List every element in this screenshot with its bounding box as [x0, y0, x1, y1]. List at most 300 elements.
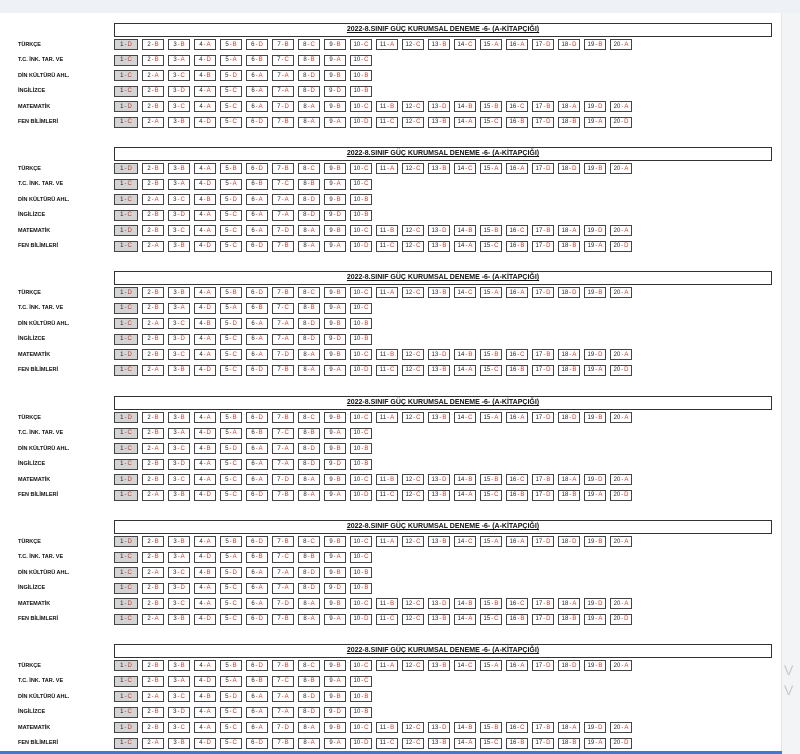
answer-cell: 5 - A — [220, 676, 242, 687]
answer-cell: 9 - B — [324, 287, 346, 298]
answer-cell: 14 - A — [454, 614, 476, 625]
answer-cell: 6 - D — [246, 614, 268, 625]
answer-cell: 15 - C — [480, 241, 502, 252]
answer-cell: 4 - A — [194, 39, 216, 50]
answer-cell: 8 - A — [298, 241, 320, 252]
answer-cell: 18 - D — [558, 39, 580, 50]
answer-cell: 4 - B — [194, 194, 216, 205]
subject-row — [14, 37, 774, 53]
answer-cell: 18 - A — [558, 225, 580, 236]
subject-label: İNGİLİZCE — [18, 88, 46, 95]
subject-label: İNGİLİZCE — [18, 461, 46, 468]
answer-cells — [114, 208, 376, 224]
answer-cell: 18 - B — [558, 365, 580, 376]
answer-cell: 3 - D — [168, 707, 190, 718]
answer-cell: 2 - B — [142, 287, 164, 298]
answer-cell: 9 - B — [324, 691, 346, 702]
answer-cell: 9 - B — [324, 722, 346, 733]
answer-cell: 19 - D — [584, 101, 606, 112]
answer-cell: 17 - B — [532, 101, 554, 112]
subject-label: DİN KÜLTÜRÜ AHL. — [18, 445, 70, 452]
answer-cell: 13 - D — [428, 598, 450, 609]
answer-cell: 18 - B — [558, 117, 580, 128]
answer-cell: 10 - D — [350, 738, 372, 749]
answer-cell: 5 - C — [220, 614, 242, 625]
answer-cell: 8 - D — [298, 583, 320, 594]
subject-label: MATEMATİK — [18, 724, 51, 731]
answer-cell: 20 - D — [610, 241, 632, 252]
answer-cell: 4 - D — [194, 738, 216, 749]
answer-cell: 16 - B — [506, 241, 528, 252]
answer-cell: 10 - B — [350, 707, 372, 718]
answer-cell: 2 - A — [142, 365, 164, 376]
answer-cell: 17 - D — [532, 117, 554, 128]
answer-cell: 12 - C — [402, 225, 424, 236]
answer-cell: 8 - B — [298, 303, 320, 314]
answer-cell: 12 - C — [402, 598, 424, 609]
answer-cell: 6 - D — [246, 660, 268, 671]
answer-cell: 13 - B — [428, 738, 450, 749]
answer-cell: 17 - D — [532, 738, 554, 749]
answer-cell: 16 - B — [506, 490, 528, 501]
answer-cell: 8 - A — [298, 225, 320, 236]
answer-cell: 2 - A — [142, 241, 164, 252]
answer-cell: 10 - C — [350, 412, 372, 423]
answer-cells — [114, 332, 376, 348]
subject-label: DİN KÜLTÜRÜ AHL. — [18, 693, 70, 700]
answer-cell: 5 - C — [220, 334, 242, 345]
answer-cell: 14 - B — [454, 349, 476, 360]
answer-cell: 4 - D — [194, 552, 216, 563]
answer-cell: 19 - A — [584, 738, 606, 749]
answer-cell: 9 - A — [324, 552, 346, 563]
answer-cell: 9 - A — [324, 303, 346, 314]
answer-cell: 5 - A — [220, 552, 242, 563]
answer-cell: 10 - C — [350, 552, 372, 563]
answer-cells — [114, 550, 376, 566]
answer-cells — [114, 658, 636, 674]
answer-cell: 11 - C — [376, 614, 398, 625]
answer-cell: 6 - A — [246, 567, 268, 578]
answer-cell: 13 - B — [428, 365, 450, 376]
answer-cell: 19 - B — [584, 660, 606, 671]
subject-label: DİN KÜLTÜRÜ AHL. — [18, 320, 70, 327]
answer-cell: 10 - C — [350, 474, 372, 485]
answer-cell: 16 - A — [506, 536, 528, 547]
subject-row — [14, 581, 774, 597]
answer-cell: 8 - D — [298, 443, 320, 454]
answer-cell: 18 - A — [558, 598, 580, 609]
answer-cell: 3 - A — [168, 55, 190, 66]
answer-cell: 11 - C — [376, 241, 398, 252]
answer-cell: 9 - B — [324, 412, 346, 423]
answer-cell: 10 - C — [350, 349, 372, 360]
answer-cell: 2 - B — [142, 303, 164, 314]
answer-cell: 4 - A — [194, 210, 216, 221]
answer-cells — [114, 177, 376, 193]
answer-cell: 2 - B — [142, 225, 164, 236]
answer-cells — [114, 705, 376, 721]
answer-cell: 13 - B — [428, 490, 450, 501]
answer-cell: 2 - B — [142, 598, 164, 609]
answer-cell: 1 - D — [114, 163, 138, 174]
watermark-line: V — [784, 682, 794, 698]
answer-cell: 13 - D — [428, 225, 450, 236]
answer-cell: 2 - A — [142, 738, 164, 749]
answer-cell: 5 - C — [220, 598, 242, 609]
subject-row — [14, 316, 774, 332]
answer-cells — [114, 565, 376, 581]
answer-cell: 8 - C — [298, 536, 320, 547]
answer-cell: 15 - A — [480, 660, 502, 671]
answer-key-title: 2022-8.SINIF GÜÇ KURUMSAL DENEME -6- (A-KİTAPÇIĞI) — [114, 271, 772, 285]
answer-cell: 12 - C — [402, 474, 424, 485]
subject-row — [14, 612, 774, 628]
answer-cell: 4 - A — [194, 660, 216, 671]
answer-cell: 5 - A — [220, 428, 242, 439]
subject-row — [14, 84, 774, 100]
answer-cell: 9 - A — [324, 676, 346, 687]
subject-label: FEN BİLİMLERİ — [18, 492, 59, 499]
answer-cell: 18 - A — [558, 722, 580, 733]
subject-row — [14, 161, 774, 177]
answer-cell: 3 - C — [168, 598, 190, 609]
answer-cell: 4 - A — [194, 459, 216, 470]
answer-cell: 16 - C — [506, 474, 528, 485]
answer-cell: 16 - A — [506, 660, 528, 671]
answer-cell: 2 - A — [142, 490, 164, 501]
answer-cell: 9 - B — [324, 163, 346, 174]
answer-cell: 12 - C — [402, 349, 424, 360]
answer-cell: 6 - A — [246, 583, 268, 594]
answer-cell: 18 - D — [558, 536, 580, 547]
answer-cell: 11 - C — [376, 738, 398, 749]
answer-cell: 16 - C — [506, 101, 528, 112]
answer-cell: 5 - C — [220, 459, 242, 470]
answer-cell: 14 - C — [454, 660, 476, 671]
answer-cell: 18 - A — [558, 474, 580, 485]
answer-cell: 7 - C — [272, 303, 294, 314]
answer-cell: 20 - D — [610, 738, 632, 749]
subject-label: FEN BİLİMLERİ — [18, 616, 59, 623]
answer-cell: 15 - A — [480, 412, 502, 423]
answer-cell: 1 - C — [114, 707, 138, 718]
answer-cells — [114, 161, 636, 177]
answer-cell: 20 - A — [610, 598, 632, 609]
answer-cell: 7 - B — [272, 490, 294, 501]
answer-cell: 4 - B — [194, 443, 216, 454]
answer-cell: 3 - B — [168, 490, 190, 501]
answer-cell: 16 - B — [506, 614, 528, 625]
answer-cell: 3 - B — [168, 365, 190, 376]
answer-cell: 10 - B — [350, 334, 372, 345]
answer-cell: 11 - A — [376, 39, 398, 50]
answer-cell: 7 - A — [272, 583, 294, 594]
answer-cell: 8 - D — [298, 318, 320, 329]
answer-cell: 7 - D — [272, 101, 294, 112]
answer-cell: 1 - D — [114, 598, 138, 609]
subject-label: T.C. İNK. TAR. VE — [18, 181, 64, 188]
document-page[interactable] — [0, 13, 782, 754]
answer-cell: 5 - C — [220, 210, 242, 221]
answer-cell: 8 - D — [298, 567, 320, 578]
subject-label: TÜRKÇE — [18, 289, 41, 296]
answer-cell: 9 - A — [324, 179, 346, 190]
answer-cell: 3 - B — [168, 39, 190, 50]
answer-cell: 5 - B — [220, 163, 242, 174]
answer-cell: 7 - B — [272, 536, 294, 547]
answer-cell: 8 - A — [298, 614, 320, 625]
vertical-scrollbar[interactable] — [781, 13, 800, 754]
answer-cell: 7 - C — [272, 55, 294, 66]
answer-cell: 1 - C — [114, 334, 138, 345]
answer-cell: 10 - B — [350, 194, 372, 205]
answer-cell: 1 - C — [114, 210, 138, 221]
answer-cell: 7 - B — [272, 660, 294, 671]
subject-label: İNGİLİZCE — [18, 336, 46, 343]
answer-cell: 19 - B — [584, 287, 606, 298]
subject-label: TÜRKÇE — [18, 165, 41, 172]
answer-cell: 13 - B — [428, 287, 450, 298]
answer-cell: 2 - B — [142, 660, 164, 671]
answer-cell: 11 - B — [376, 598, 398, 609]
answer-cell: 12 - C — [402, 536, 424, 547]
answer-cell: 20 - D — [610, 614, 632, 625]
answer-cell: 1 - C — [114, 443, 138, 454]
answer-cell: 8 - C — [298, 163, 320, 174]
answer-cell: 6 - B — [246, 676, 268, 687]
subject-label: TÜRKÇE — [18, 662, 41, 669]
answer-cell: 15 - B — [480, 722, 502, 733]
answer-cell: 19 - A — [584, 117, 606, 128]
answer-cell: 8 - B — [298, 552, 320, 563]
answer-cell: 11 - B — [376, 474, 398, 485]
answer-cell: 9 - D — [324, 210, 346, 221]
answer-cell: 10 - C — [350, 303, 372, 314]
answer-cell: 1 - D — [114, 287, 138, 298]
answer-cell: 13 - B — [428, 412, 450, 423]
answer-cell: 4 - A — [194, 101, 216, 112]
answer-cell: 5 - C — [220, 722, 242, 733]
answer-cell: 6 - D — [246, 490, 268, 501]
subject-row — [14, 550, 774, 566]
answer-cell: 6 - A — [246, 70, 268, 81]
answer-cell: 7 - B — [272, 241, 294, 252]
answer-cells — [114, 239, 636, 255]
answer-cell: 17 - D — [532, 614, 554, 625]
subject-label: T.C. İNK. TAR. VE — [18, 305, 64, 312]
subject-row — [14, 53, 774, 69]
answer-cell: 7 - A — [272, 210, 294, 221]
answer-cells — [114, 472, 636, 488]
answer-cell: 17 - D — [532, 536, 554, 547]
answer-key-title: 2022-8.SINIF GÜÇ KURUMSAL DENEME -6- (A-KİTAPÇIĞI) — [114, 147, 772, 161]
answer-cell: 2 - A — [142, 443, 164, 454]
answer-cell: 1 - D — [114, 412, 138, 423]
answer-cell: 14 - A — [454, 738, 476, 749]
answer-cells — [114, 363, 636, 379]
subject-row — [14, 705, 774, 721]
answer-cell: 20 - A — [610, 225, 632, 236]
answer-cell: 1 - D — [114, 722, 138, 733]
answer-cell: 4 - A — [194, 722, 216, 733]
answer-cell: 5 - B — [220, 660, 242, 671]
answer-cell: 2 - B — [142, 428, 164, 439]
answer-cell: 17 - D — [532, 287, 554, 298]
answer-cell: 11 - B — [376, 722, 398, 733]
subject-label: MATEMATİK — [18, 103, 51, 110]
answer-cell: 5 - D — [220, 443, 242, 454]
subject-row — [14, 457, 774, 473]
subject-row — [14, 208, 774, 224]
answer-cell: 19 - D — [584, 349, 606, 360]
answer-cell: 18 - D — [558, 287, 580, 298]
answer-cells — [114, 488, 636, 504]
subject-row — [14, 301, 774, 317]
answer-cell: 4 - B — [194, 318, 216, 329]
answer-cell: 8 - A — [298, 101, 320, 112]
answer-cells — [114, 192, 376, 208]
answer-cell: 7 - A — [272, 334, 294, 345]
answer-cell: 1 - C — [114, 86, 138, 97]
answer-cell: 19 - D — [584, 722, 606, 733]
subject-label: MATEMATİK — [18, 351, 51, 358]
answer-cell: 10 - C — [350, 39, 372, 50]
answer-cell: 7 - B — [272, 39, 294, 50]
answer-cell: 17 - D — [532, 241, 554, 252]
answer-cells — [114, 285, 636, 301]
answer-cell: 14 - C — [454, 39, 476, 50]
answer-cell: 19 - A — [584, 490, 606, 501]
answer-cell: 9 - D — [324, 583, 346, 594]
answer-cell: 2 - A — [142, 691, 164, 702]
answer-cell: 2 - B — [142, 55, 164, 66]
answer-cell: 11 - A — [376, 163, 398, 174]
subject-label: TÜRKÇE — [18, 414, 41, 421]
answer-cell: 4 - D — [194, 490, 216, 501]
answer-cell: 4 - B — [194, 567, 216, 578]
answer-cell: 2 - B — [142, 676, 164, 687]
answer-cell: 10 - B — [350, 459, 372, 470]
answer-cell: 17 - D — [532, 365, 554, 376]
answer-cells — [114, 426, 376, 442]
answer-cell: 13 - B — [428, 536, 450, 547]
answer-cell: 18 - D — [558, 660, 580, 671]
answer-cell: 2 - B — [142, 210, 164, 221]
subject-row — [14, 223, 774, 239]
answer-cell: 14 - C — [454, 287, 476, 298]
answer-cell: 1 - D — [114, 474, 138, 485]
answer-cell: 19 - B — [584, 536, 606, 547]
answer-cell: 1 - C — [114, 459, 138, 470]
answer-cell: 3 - D — [168, 334, 190, 345]
subject-row — [14, 347, 774, 363]
subject-label: DİN KÜLTÜRÜ AHL. — [18, 196, 70, 203]
answer-cell: 20 - A — [610, 412, 632, 423]
answer-cell: 2 - A — [142, 614, 164, 625]
answer-cell: 13 - D — [428, 722, 450, 733]
answer-cell: 1 - D — [114, 101, 138, 112]
answer-cell: 1 - D — [114, 536, 138, 547]
answer-cell: 20 - A — [610, 349, 632, 360]
answer-cell: 1 - C — [114, 676, 138, 687]
answer-cell: 7 - B — [272, 412, 294, 423]
answer-cell: 3 - A — [168, 676, 190, 687]
answer-cell: 1 - C — [114, 241, 138, 252]
answer-cell: 5 - A — [220, 55, 242, 66]
answer-cell: 5 - C — [220, 101, 242, 112]
answer-cell: 18 - A — [558, 349, 580, 360]
answer-cell: 3 - B — [168, 117, 190, 128]
answer-cell: 7 - A — [272, 459, 294, 470]
answer-cell: 4 - A — [194, 334, 216, 345]
answer-cell: 8 - D — [298, 691, 320, 702]
answer-cell: 14 - B — [454, 474, 476, 485]
answer-cell: 3 - B — [168, 738, 190, 749]
answer-cell: 17 - B — [532, 474, 554, 485]
answer-cell: 8 - B — [298, 428, 320, 439]
subject-label: T.C. İNK. TAR. VE — [18, 57, 64, 64]
answer-cell: 9 - D — [324, 86, 346, 97]
answer-cell: 10 - D — [350, 117, 372, 128]
answer-cell: 16 - A — [506, 287, 528, 298]
answer-cells — [114, 736, 636, 752]
answer-cell: 4 - A — [194, 583, 216, 594]
answer-cell: 13 - D — [428, 101, 450, 112]
answer-cell: 19 - A — [584, 365, 606, 376]
subject-label: MATEMATİK — [18, 600, 51, 607]
answer-cell: 5 - B — [220, 536, 242, 547]
answer-cell: 10 - C — [350, 179, 372, 190]
answer-cell: 5 - D — [220, 567, 242, 578]
answer-cell: 16 - C — [506, 722, 528, 733]
answer-cell: 11 - A — [376, 660, 398, 671]
answer-cell: 11 - C — [376, 117, 398, 128]
answer-cell: 6 - D — [246, 738, 268, 749]
answer-cells — [114, 99, 636, 115]
answer-cell: 3 - B — [168, 660, 190, 671]
subject-label: FEN BİLİMLERİ — [18, 367, 59, 374]
answer-cell: 10 - C — [350, 598, 372, 609]
answer-cell: 16 - B — [506, 117, 528, 128]
answer-cell: 5 - C — [220, 583, 242, 594]
answer-key-title: 2022-8.SINIF GÜÇ KURUMSAL DENEME -6- (A-KİTAPÇIĞI) — [114, 23, 772, 37]
answer-cell: 16 - C — [506, 598, 528, 609]
answer-cells — [114, 53, 376, 69]
answer-cell: 10 - B — [350, 70, 372, 81]
answer-cell: 16 - A — [506, 412, 528, 423]
answer-cell: 6 - A — [246, 318, 268, 329]
answer-cell: 15 - C — [480, 738, 502, 749]
answer-cell: 8 - A — [298, 490, 320, 501]
answer-cell: 3 - C — [168, 349, 190, 360]
subject-row — [14, 426, 774, 442]
answer-cell: 18 - B — [558, 614, 580, 625]
answer-cell: 4 - D — [194, 676, 216, 687]
answer-cell: 6 - A — [246, 194, 268, 205]
answer-cell: 1 - D — [114, 349, 138, 360]
answer-cell: 4 - D — [194, 117, 216, 128]
answer-cell: 1 - C — [114, 318, 138, 329]
answer-cell: 3 - A — [168, 179, 190, 190]
answer-cell: 3 - D — [168, 583, 190, 594]
answer-cells — [114, 115, 636, 131]
answer-cell: 9 - A — [324, 117, 346, 128]
answer-cell: 10 - C — [350, 676, 372, 687]
answer-cell: 10 - C — [350, 428, 372, 439]
answer-cell: 17 - B — [532, 349, 554, 360]
answer-cells — [114, 316, 376, 332]
